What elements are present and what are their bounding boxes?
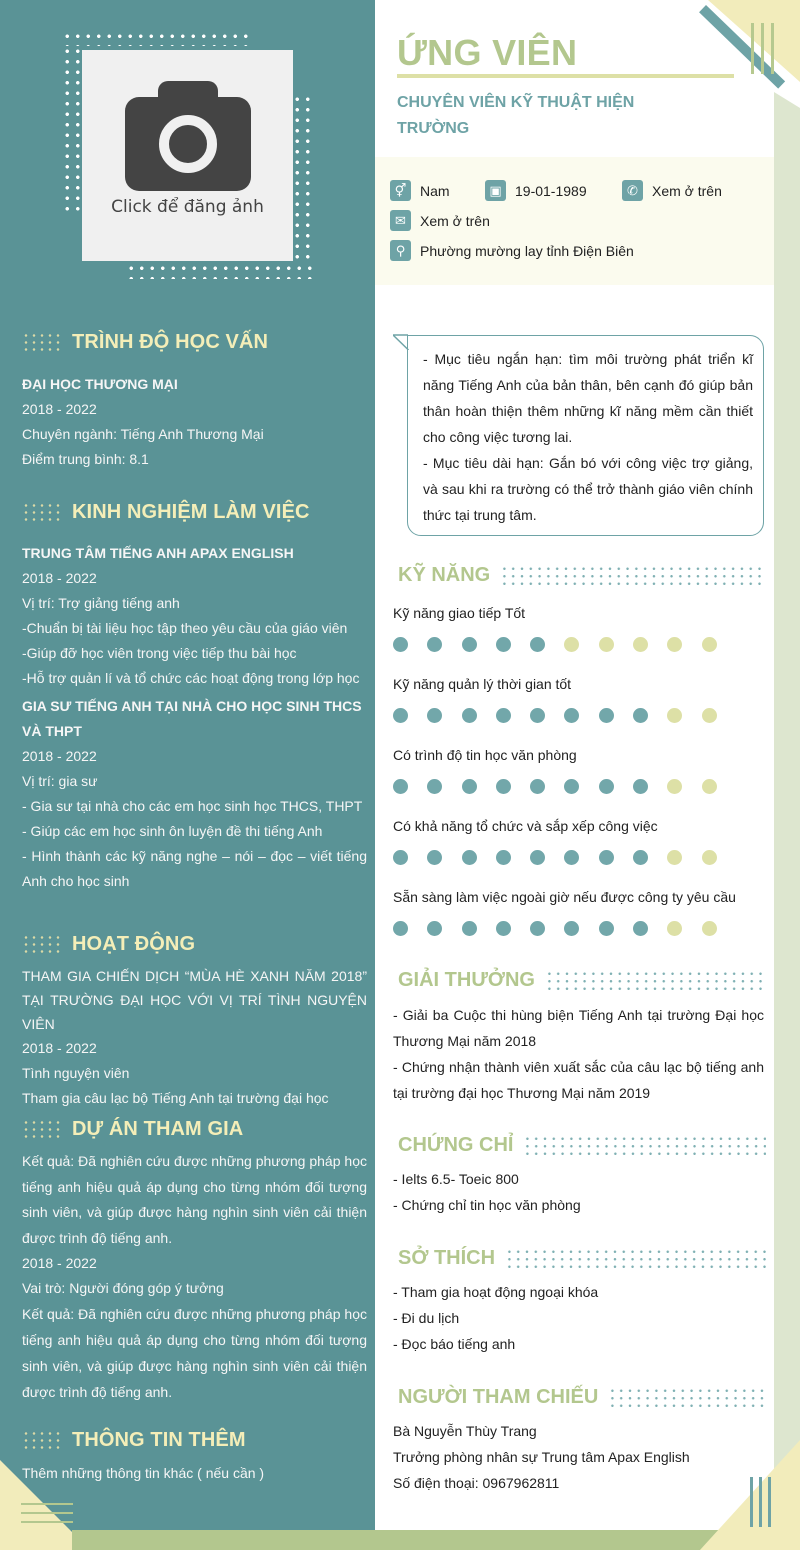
divider <box>397 74 734 78</box>
rating-dot-empty <box>667 708 682 723</box>
career-objective <box>407 335 764 536</box>
rating-dot-empty <box>702 779 717 794</box>
phone-value: Xem ở trên <box>652 182 722 199</box>
dots-icon <box>500 564 766 586</box>
rating-dot-filled <box>393 921 408 936</box>
rating-dot-filled <box>564 850 579 865</box>
dots-icon <box>22 1430 62 1450</box>
hobbies-list <box>393 1279 764 1357</box>
rating-dot-filled <box>393 708 408 723</box>
job-detail: - Hình thành các kỹ năng nghe – nói – đọc – viết tiếng Anh cho học sinh <box>22 848 367 889</box>
certificates-header <box>398 1131 766 1159</box>
references-header <box>398 1383 766 1411</box>
rating-dot-filled <box>599 708 614 723</box>
candidate-role: CHUYÊN VIÊN KỸ THUẬT HIỆN TRƯỜNG <box>397 94 635 137</box>
job-position: Vị trí: Trợ giảng tiếng anh <box>22 595 180 611</box>
rating-dot-filled <box>599 921 614 936</box>
gender-icon: ⚥ <box>390 180 411 201</box>
email-value: Xem ở trên <box>420 212 490 229</box>
rating-dot-filled <box>462 708 477 723</box>
project-result: Kết quả: Đã nghiên cứu được những phương pháp học tiếng anh hiệu quả áp dụng cho từng nhóm đối tượng sinh viên, và giúp được hàng nghìn sinh viên cải thiện được trình độ tiếng anh. <box>22 1153 367 1246</box>
photo-upload-button[interactable] <box>82 50 293 261</box>
skill-item <box>393 603 764 652</box>
job-detail: - Giúp các em học sinh ôn luyện đề thi tiếng Anh <box>22 823 323 839</box>
skill-name: Có trình độ tin học văn phòng <box>393 747 577 763</box>
contact-gender <box>390 180 450 201</box>
dots-icon <box>545 969 766 991</box>
rating-dot-filled <box>633 850 648 865</box>
rating-dot-filled <box>633 921 648 936</box>
project-role: Vai trò: Người đóng góp ý tưởng <box>22 1280 224 1296</box>
section-title: KINH NGHIỆM LÀM VIỆC <box>72 500 310 523</box>
rating-dot-filled <box>530 779 545 794</box>
activities-section <box>22 931 367 1111</box>
rating-dot-filled <box>530 921 545 936</box>
section-title: NGƯỜI THAM CHIẾU <box>398 1385 599 1408</box>
dots-icon <box>22 934 62 954</box>
rating-dot-filled <box>599 850 614 865</box>
rating-dot-empty <box>667 637 682 652</box>
rating-dot-filled <box>393 637 408 652</box>
rating-dot-filled <box>393 850 408 865</box>
job-detail: -Chuẩn bị tài liệu học tập theo yêu cầu của giáo viên <box>22 620 348 636</box>
decorative-band <box>72 1530 800 1550</box>
job-position: Vị trí: gia sư <box>22 773 98 789</box>
address-value: Phường mường lay tỉnh Điện Biên <box>420 242 634 259</box>
decorative-dots <box>126 263 313 279</box>
objective-short-term: - Mục tiêu ngắn hạn: tìm môi trường phát triển kĩ năng Tiếng Anh của bản thân, bên cạnh đó giúp bản thân hoàn thiện thêm những kĩ năng mềm cần thiết cho công việc tương lai. <box>423 351 753 445</box>
job-detail: -Hỗ trợ quản lí và tổ chức các hoạt động trong lớp học <box>22 670 360 686</box>
rating-dot-empty <box>702 850 717 865</box>
awards-header <box>398 966 766 994</box>
rating-dot-filled <box>427 850 442 865</box>
section-title: SỞ THÍCH <box>398 1246 496 1269</box>
rating-dot-empty <box>633 637 648 652</box>
rating-dot-filled <box>496 637 511 652</box>
rating-dot-empty <box>702 637 717 652</box>
project-result: Kết quả: Đã nghiên cứu được những phương pháp học tiếng anh hiệu quả áp dụng cho từng nhóm đối tượng sinh viên, và giúp được hàng nghìn sinh viên cải thiện được trình độ tiếng anh. <box>22 1306 367 1400</box>
rating-dot-filled <box>564 708 579 723</box>
skill-rating <box>393 708 764 723</box>
job-company: TRUNG TÂM TIẾNG ANH APAX ENGLISH <box>22 545 294 561</box>
education-period: 2018 - 2022 <box>22 401 97 417</box>
sidebar <box>0 0 375 1550</box>
rating-dot-empty <box>667 779 682 794</box>
education-section <box>22 329 367 472</box>
rating-dot-filled <box>496 708 511 723</box>
skill-item <box>393 674 764 723</box>
dots-icon <box>22 502 62 522</box>
projects-section <box>22 1116 367 1405</box>
phone-icon: ✆ <box>622 180 643 201</box>
candidate-name: ỨNG VIÊN <box>397 32 578 73</box>
skill-rating <box>393 779 764 794</box>
rating-dot-empty <box>599 637 614 652</box>
decorative-dots <box>62 46 82 216</box>
decorative-dots <box>62 31 248 46</box>
rating-dot-filled <box>462 921 477 936</box>
rating-dot-empty <box>702 921 717 936</box>
rating-dot-filled <box>564 779 579 794</box>
birthday-value: 19-01-1989 <box>515 182 587 199</box>
decorative-lines <box>751 23 774 74</box>
rating-dot-filled <box>462 637 477 652</box>
section-title: THÔNG TIN THÊM <box>72 1428 246 1451</box>
job-company: GIA SƯ TIẾNG ANH TẠI NHÀ CHO HỌC SINH THCS VÀ THPT <box>22 698 362 739</box>
camera-icon <box>125 81 251 191</box>
job-period: 2018 - 2022 <box>22 570 97 586</box>
hobby-item: - Đi du lịch <box>393 1310 460 1326</box>
job-period: 2018 - 2022 <box>22 748 97 764</box>
more-info-text: Thêm những thông tin khác ( nếu cần ) <box>22 1465 265 1481</box>
skill-item <box>393 816 764 865</box>
skill-item <box>393 887 764 936</box>
contact-birthday <box>485 180 587 201</box>
rating-dot-empty <box>667 921 682 936</box>
rating-dot-filled <box>496 850 511 865</box>
section-title: CHỨNG CHỈ <box>398 1133 514 1156</box>
school-name: ĐẠI HỌC THƯƠNG MẠI <box>22 376 178 392</box>
objective-long-term: - Mục tiêu dài hạn: Gắn bó với công việc trợ giảng, và sau khi ra trường có thể trở thành giáo viên chính thức tại trung tâm. <box>423 455 753 523</box>
activity-period: 2018 - 2022 <box>22 1040 97 1056</box>
rating-dot-filled <box>530 850 545 865</box>
contact-email <box>390 210 490 231</box>
decorative-lines <box>750 1477 771 1527</box>
activity-name: THAM GIA CHIẾN DỊCH “MÙA HÈ XANH NĂM 2018” TẠI TRƯỜNG ĐẠI HỌC VỚI VỊ TRÍ TÌNH NGUYỆN VIÊN <box>22 968 367 1032</box>
education-gpa: Điểm trung bình: 8.1 <box>22 451 149 467</box>
gender-value: Nam <box>420 182 450 199</box>
rating-dot-filled <box>496 921 511 936</box>
dots-icon <box>608 1386 766 1408</box>
rating-dot-filled <box>496 779 511 794</box>
rating-dot-filled <box>427 637 442 652</box>
more-info-section <box>22 1427 367 1486</box>
rating-dot-filled <box>530 708 545 723</box>
rating-dot-empty <box>564 637 579 652</box>
rating-dot-filled <box>599 779 614 794</box>
certificate-item: - Ielts 6.5- Toeic 800 <box>393 1171 519 1187</box>
job-detail: - Gia sư tại nhà cho các em học sinh học THCS, THPT <box>22 798 363 814</box>
references-list <box>393 1418 764 1496</box>
decorative-lines <box>21 1503 73 1530</box>
experience-section <box>22 499 367 894</box>
section-title: HOẠT ĐỘNG <box>72 932 196 955</box>
rating-dot-filled <box>427 708 442 723</box>
decorative-stripe <box>774 92 800 1550</box>
photo-upload-label: Click để đăng ảnh <box>111 197 264 217</box>
dots-icon <box>523 1134 766 1156</box>
skill-name: Kỹ năng giao tiếp Tốt <box>393 605 526 621</box>
rating-dot-empty <box>702 708 717 723</box>
contact-phone <box>622 180 722 201</box>
rating-dot-filled <box>393 779 408 794</box>
certificates-list <box>393 1166 764 1218</box>
rating-dot-filled <box>427 921 442 936</box>
skills-header <box>398 561 766 589</box>
dots-icon <box>22 1119 62 1139</box>
rating-dot-filled <box>564 921 579 936</box>
job-detail: -Giúp đỡ học viên trong việc tiếp thu bài học <box>22 645 297 661</box>
reference-name: Bà Nguyễn Thùy Trang <box>393 1423 537 1439</box>
activity-detail: Tham gia câu lạc bộ Tiếng Anh tại trường đại học <box>22 1090 329 1106</box>
contact-address <box>390 240 634 261</box>
certificate-item: - Chứng chỉ tin học văn phòng <box>393 1197 581 1213</box>
reference-phone: Số điện thoại: 0967962811 <box>393 1475 560 1491</box>
hobbies-header <box>398 1244 766 1272</box>
skill-name: Có khả năng tổ chức và sắp xếp công việc <box>393 818 658 834</box>
section-title: TRÌNH ĐỘ HỌC VẤN <box>72 330 269 353</box>
dots-icon <box>22 332 62 352</box>
skill-name: Kỹ năng quản lý thời gian tốt <box>393 676 572 692</box>
location-icon: ⚲ <box>390 240 411 261</box>
rating-dot-filled <box>462 850 477 865</box>
skill-rating <box>393 850 764 865</box>
skill-name: Sẵn sàng làm việc ngoài giờ nếu được công ty yêu cầu <box>393 889 736 905</box>
rating-dot-filled <box>530 637 545 652</box>
hobby-item: - Đọc báo tiếng anh <box>393 1336 516 1352</box>
dots-icon <box>505 1247 766 1269</box>
award-item: - Chứng nhận thành viên xuất sắc của câu lạc bộ tiếng anh tại trường đại học Thương Mại năm 2019 <box>393 1059 764 1101</box>
rating-dot-filled <box>462 779 477 794</box>
education-major: Chuyên ngành: Tiếng Anh Thương Mại <box>22 426 264 442</box>
section-title: GIẢI THƯỞNG <box>398 968 535 991</box>
rating-dot-filled <box>633 779 648 794</box>
section-title: KỸ NĂNG <box>398 563 491 586</box>
decorative-dots <box>292 94 313 264</box>
hobby-item: - Tham gia hoạt động ngoại khóa <box>393 1284 599 1300</box>
project-period: 2018 - 2022 <box>22 1255 97 1271</box>
rating-dot-empty <box>667 850 682 865</box>
skill-item <box>393 745 764 794</box>
skill-rating <box>393 921 764 936</box>
activity-role: Tình nguyện viên <box>22 1065 130 1081</box>
rating-dot-filled <box>633 708 648 723</box>
award-item: - Giải ba Cuộc thi hùng biện Tiếng Anh tại trường Đại học Thương Mại năm 2018 <box>393 1007 764 1049</box>
skill-rating <box>393 637 764 652</box>
awards-list <box>393 1002 764 1106</box>
email-icon: ✉ <box>390 210 411 231</box>
reference-position: Trưởng phòng nhân sự Trung tâm Apax English <box>393 1449 690 1465</box>
section-title: DỰ ÁN THAM GIA <box>72 1117 244 1140</box>
rating-dot-filled <box>427 779 442 794</box>
calendar-icon: ▣ <box>485 180 506 201</box>
